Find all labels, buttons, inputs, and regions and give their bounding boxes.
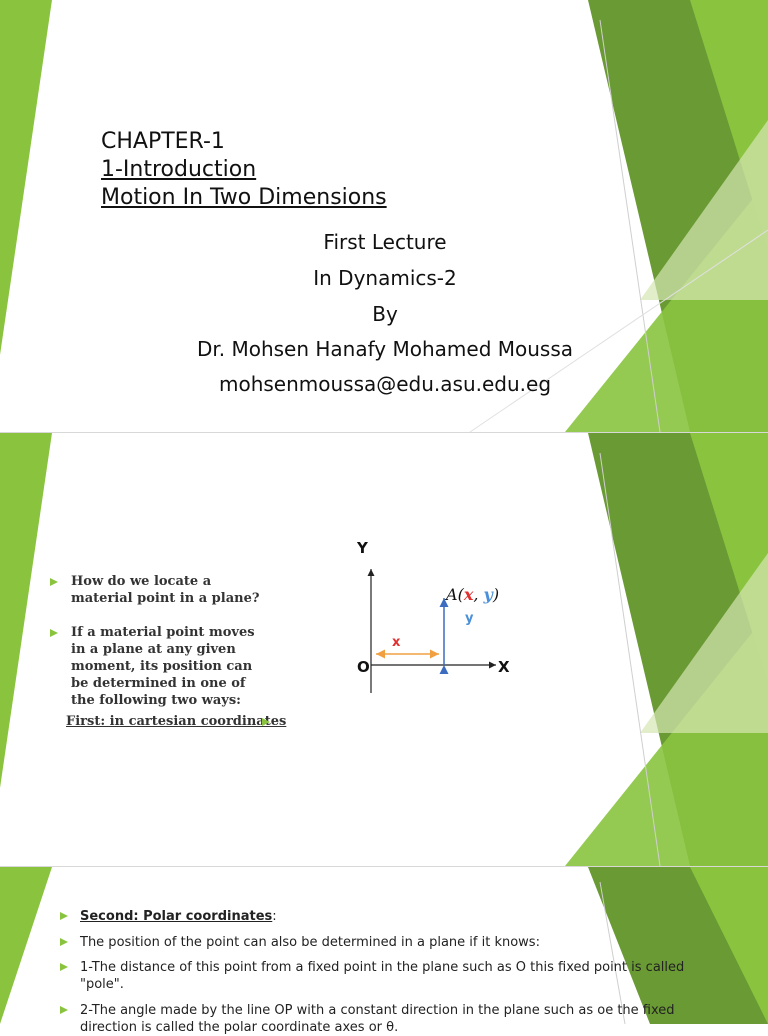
- bullet-arrow-icon: [60, 963, 68, 971]
- intro-title: 1-Introduction: [101, 157, 257, 182]
- chapter-title: CHAPTER-1: [101, 129, 225, 154]
- polar-item-intro: The position of the point can also be determined in a plane if it knows:: [80, 935, 540, 950]
- author-line: Dr. Mohsen Hanafy Mohamed Moussa: [196, 337, 574, 361]
- x-axis-label: X: [498, 658, 510, 676]
- point-a-y: y: [483, 585, 493, 604]
- left-green-wedge: [0, 0, 52, 355]
- first-way-cartesian: First: in cartesian coordinates: [66, 714, 287, 729]
- slide-title: [0, 0, 768, 432]
- point-a-label: A(x, y): [446, 585, 500, 604]
- polar-heading-colon: :: [272, 909, 277, 924]
- slide-polar: [0, 867, 768, 1035]
- y-axis-label: Y: [357, 539, 368, 557]
- polar-item-distance: 1-The distance of this point from a fixed point in the plane such as O this fixed point is called "pole".: [80, 960, 685, 992]
- cartesian-diagram: [340, 533, 520, 703]
- motion-title: Motion In Two Dimensions: [101, 185, 387, 210]
- left-green-wedge: [0, 867, 52, 1024]
- polar-item-angle: 2-The angle made by the line OP with a constant direction in the plane such as oe the fixed direction is called the polar coordinate axes or θ.: [80, 1003, 675, 1035]
- lecture-line: First Lecture: [323, 230, 447, 254]
- bullet-arrow-icon: [50, 578, 58, 586]
- bullet-arrow-icon: [262, 718, 270, 726]
- by-line: By: [372, 302, 398, 326]
- bullet-arrow-icon: [60, 938, 68, 946]
- slide-decoration: [0, 0, 768, 432]
- email-line: mohsenmoussa@edu.asu.edu.eg: [218, 372, 552, 396]
- y-distance-label: y: [465, 611, 474, 626]
- bullet-moving-point: If a material point moves in a plane at any given moment, its position can be determined in one of the following two ways:: [71, 625, 255, 708]
- bullet-arrow-icon: [50, 629, 58, 637]
- origin-label: O: [357, 658, 370, 676]
- point-a-name: A: [446, 585, 458, 604]
- slide-cartesian: [0, 433, 768, 866]
- bullet-locate-point: How do we locate a material point in a plane?: [71, 574, 260, 606]
- dynamics-line: In Dynamics-2: [313, 266, 457, 290]
- left-green-wedge: [0, 433, 52, 788]
- bullet-arrow-icon: [60, 912, 68, 920]
- chapter-heading-block: [101, 128, 387, 212]
- point-a-x: x: [463, 585, 474, 604]
- x-distance-label: x: [392, 635, 401, 650]
- bullet-arrow-icon: [60, 1006, 68, 1014]
- polar-heading-text: Second: Polar coordinates: [80, 909, 273, 924]
- polar-heading: [80, 908, 720, 925]
